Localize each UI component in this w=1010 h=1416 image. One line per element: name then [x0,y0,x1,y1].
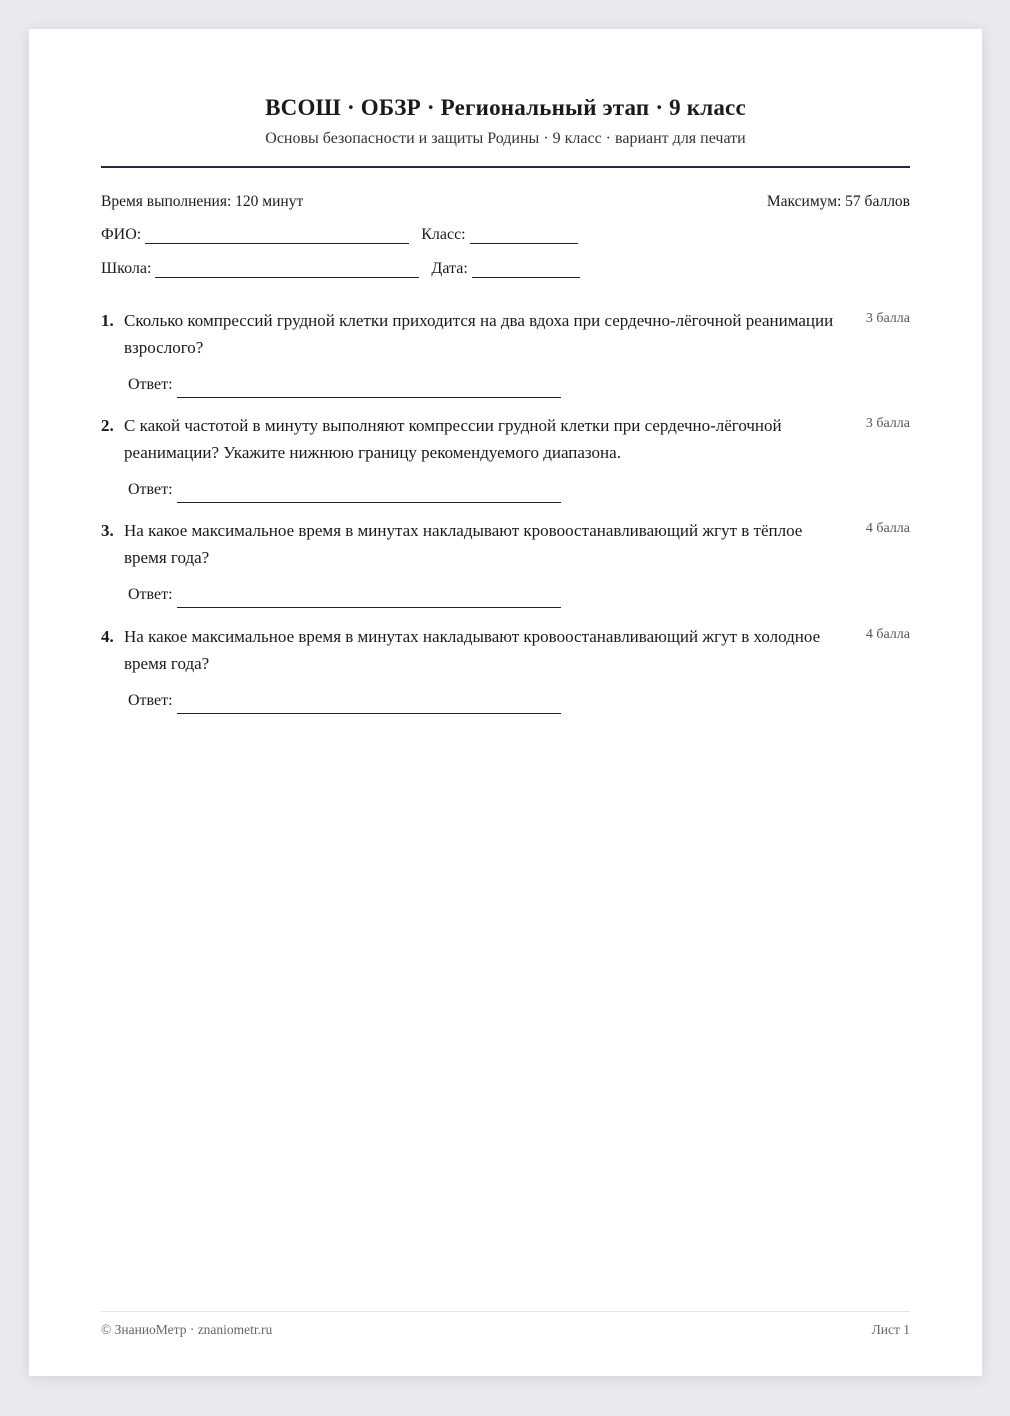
question-text: Сколько компрессий грудной клетки приходится на два вдоха при сердечно-лёгочной реанимации взрослого? [124,311,834,357]
question-points: 4 балла [865,627,910,642]
answer-label: Ответ: [128,481,173,498]
class-label: Класс: [421,226,466,243]
question-text: С какой частотой в минуту выполняют компрессии грудной клетки при сердечно-лёгочной реанимации? Укажите нижнюю границу рекомендуемого диапазона. [124,416,782,462]
header-divider [101,166,910,168]
school-field[interactable] [155,263,419,278]
answer-label: Ответ: [128,376,173,393]
date-label: Дата: [431,260,468,277]
answer-field[interactable] [177,593,561,608]
answer-field[interactable] [177,699,561,714]
question-points: 3 балла [865,311,910,326]
answer-field[interactable] [177,383,561,398]
school-label: Школа: [101,260,152,277]
question-number: 2. [101,416,114,435]
answer-row [128,371,561,398]
question-text: На какое максимальное время в минутах накладывают кровоостанавливающий жгут в холодное время года? [124,627,821,673]
page-subtitle: Основы безопасности и защиты Родины · 9 класс · вариант для печати [265,130,746,147]
footer-divider [101,1311,910,1312]
question-points: 4 балла [865,521,910,536]
answer-label: Ответ: [128,586,173,603]
page-title: ВСОШ · ОБЗР · Региональный этап · 9 класс [265,95,746,120]
class-field[interactable] [470,229,578,244]
question-points: 3 балла [865,416,910,431]
question-number: 1. [101,311,114,330]
question-text: На какое максимальное время в минутах накладывают кровоостанавливающий жгут в тёплое время года? [124,521,803,567]
question-number: 4. [101,627,114,646]
answer-row [128,476,561,503]
answer-field[interactable] [177,488,561,503]
fio-field[interactable] [145,229,409,244]
footer-copyright: © ЗнаниоМетр · znaniometr.ru [101,1322,273,1337]
footer-page-number: Лист 1 [871,1322,910,1337]
sheet-content [101,29,910,1376]
fio-label: ФИО: [101,226,142,243]
answer-row [128,581,561,608]
max-score: Максимум: 57 баллов [766,193,910,210]
question-number: 3. [101,521,114,540]
answer-label: Ответ: [128,692,173,709]
school-date-row [101,260,580,278]
document-sheet [29,29,982,1376]
time-limit: Время выполнения: 120 минут [101,193,304,210]
date-field[interactable] [472,263,580,278]
fio-class-row [101,226,578,244]
answer-row [128,687,561,714]
